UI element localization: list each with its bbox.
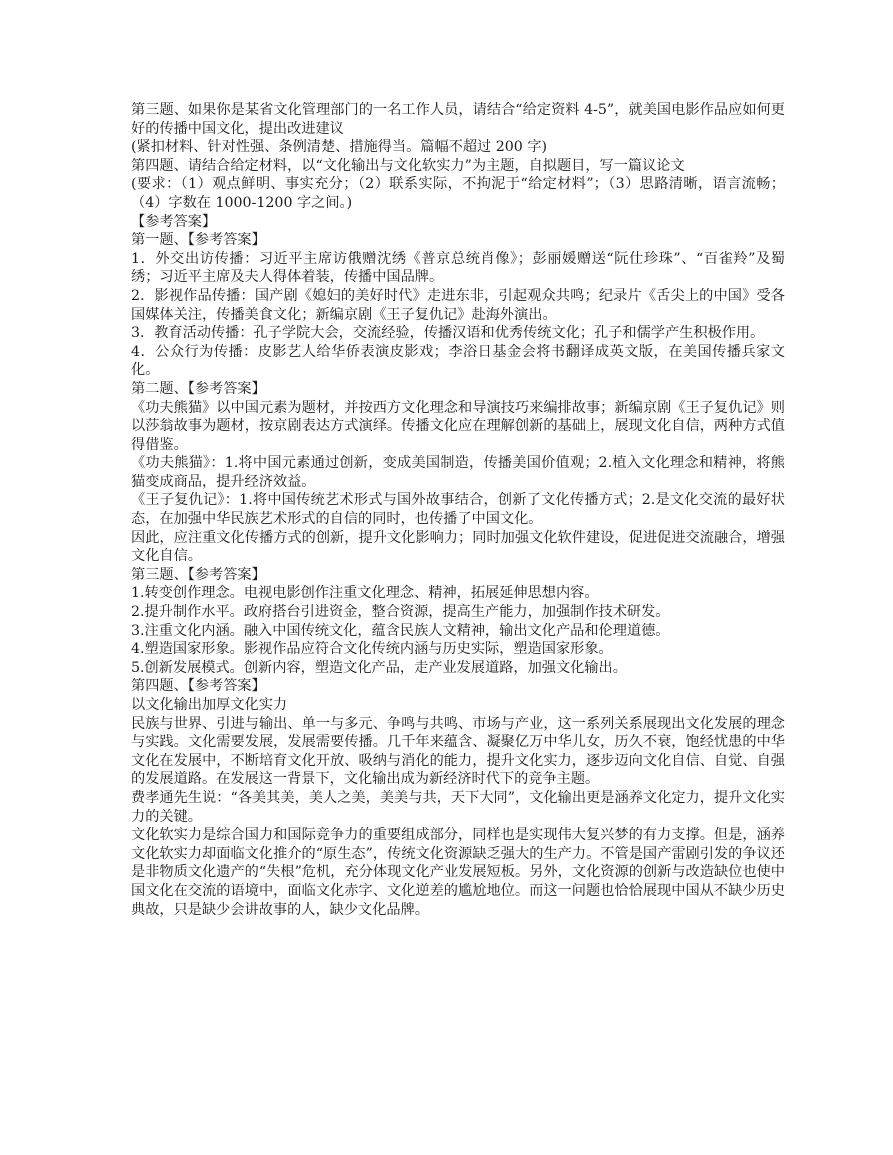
answer-2-heading: 第二题、【参考答案】	[131, 380, 266, 397]
answer-2-paragraph-3: 《王子复仇记》：1.将中国传统艺术形式与国外故事结合，创新了文化传播方式；2.是文化交流的最好状态，在加强中华民族艺术形式的自信的同时，也传播了中国文化。	[131, 492, 785, 528]
answer-1-item-4: 4．公众行为传播：皮影艺人给华侨表演皮影戏；李浴日基金会将书翻译成英文版，在美国传播兵家文化。	[131, 343, 785, 379]
answer-2-paragraph-2: 《功夫熊猫》：1.将中国元素通过创新，变成美国制造，传播美国价值观；2.植入文化理念和精神，将熊猫变成商品，提升经济效益。	[131, 455, 785, 490]
document-body	[131, 101, 785, 919]
essay-paragraph-3: 文化软实力是综合国力和国际竞争力的重要组成部分，同样也是实现伟大复兴梦的有力支撑。但是，涵养文化软实力却面临文化推介的“原生态”，传统文化资源缺乏强大的生产力。不管是国产雷剧引发的争议还是非物质文化遗产的“失根”危机，充分体现文化产业发展短板。另外，文化资源的创新与改造缺位也使中国文化在交流的语境中，面临文化赤字、文化逆差的尴尬地位。而这一问题也恰恰展现中国从不缺少历史典故，只是缺少会讲故事的人，缺少文化品牌。	[131, 827, 785, 918]
answer-3-item-5: 5.创新发展模式。创新内容，塑造文化产品，走产业发展道路，加强文化输出。	[131, 659, 627, 676]
answer-3-item-1: 1.转变创作理念。电视电影创作注重文化理念、精神，拓展延伸思想内容。	[131, 585, 599, 602]
answer-1-item-3: 3．教育活动传播：孔子学院大会，交流经验，传播汉语和优秀传统文化；孔子和儒学产生积极作用。	[131, 325, 765, 342]
essay-title: 以文化输出加厚文化实力	[131, 697, 288, 713]
answer-3-item-2: 2.提升制作水平。政府搭台引进资金，整合资源，提高生产能力，加强制作技术研发。	[131, 604, 670, 621]
reference-answer-heading: 【参考答案】	[131, 213, 217, 230]
question-4-requirements: (要求：（1）观点鲜明、事实充分；（2）联系实际，不拘泥于“给定材料”；（3）思路清晰，语言流畅；（4）字数在 1000-1200 字之间。)	[131, 176, 785, 211]
answer-2-paragraph-1: 《功夫熊猫》以中国元素为题材，并按西方文化理念和导演技巧来编排故事；新编京剧《王子复仇记》则以莎翁故事为题材，按京剧表达方式演绎。传播文化应在理解创新的基础上，展现文化自信，两种方式值得借鉴。	[131, 399, 785, 453]
answer-1-item-2: 2．影视作品传播：国产剧《媳妇的美好时代》走进东非，引起观众共鸣；纪录片《舌尖上的中国》受各国媒体关注，传播美食文化；新编京剧《王子复仇记》赴海外演出。	[131, 287, 785, 323]
answer-1-heading: 第一题、【参考答案】	[131, 232, 266, 249]
answer-3-item-4: 4.塑造国家形象。影视作品应符合文化传统内涵与历史实际，塑造国家形象。	[131, 641, 613, 658]
answer-2-paragraph-4: 因此，应注重文化传播方式的创新，提升文化影响力；同时加强文化软件建设，促进促进交流融合，增强文化自信。	[131, 529, 785, 565]
answer-3-item-3: 3.注重文化内涵。融入中国传统文化，蕴含民族人文精神，输出文化产品和伦理道德。	[131, 622, 670, 639]
question-3-requirements: (紧扣材料、针对性强、条例清楚、措施得当。篇幅不超过 200 字)	[131, 139, 548, 156]
answer-1-item-1: 1．外交出访传播：习近平主席访俄赠沈绣《普京总统肖像》；彭丽媛赠送“阮仕珍珠”、“百雀羚”及蜀绣；习近平主席及夫人得体着装，传播中国品牌。	[131, 250, 785, 286]
answer-4-heading: 第四题、【参考答案】	[131, 678, 266, 695]
answer-3-heading: 第三题、【参考答案】	[131, 566, 266, 583]
question-4-prompt: 第四题、请结合给定材料，以“文化输出与文化软实力”为主题，自拟题目，写一篇议论文	[131, 157, 685, 174]
question-3-prompt: 第三题、如果你是某省文化管理部门的一名工作人员，请结合“给定资料 4-5”，就美国电影作品应如何更好的传播中国文化，提出改进建议	[131, 102, 785, 137]
essay-paragraph-1: 民族与世界、引进与输出、单一与多元、争鸣与共鸣、市场与产业，这一系列关系展现出文化发展的理念与实践。文化需要发展，发展需要传播。几千年来蕴含、凝聚亿万中华儿女，历久不衰，饱经忧患的中华文化在发展中，不断培育文化开放、吸纳与消化的能力，提升文化实力，逐步迈向文化自信、自觉、自强的发展道路。在发展这一背景下，文化输出成为新经济时代下的竞争主题。	[131, 715, 785, 788]
essay-paragraph-2: 费孝通先生说：“各美其美，美人之美，美美与共，天下大同”，文化输出更是涵养文化定力，提升文化实力的关键。	[131, 789, 785, 825]
